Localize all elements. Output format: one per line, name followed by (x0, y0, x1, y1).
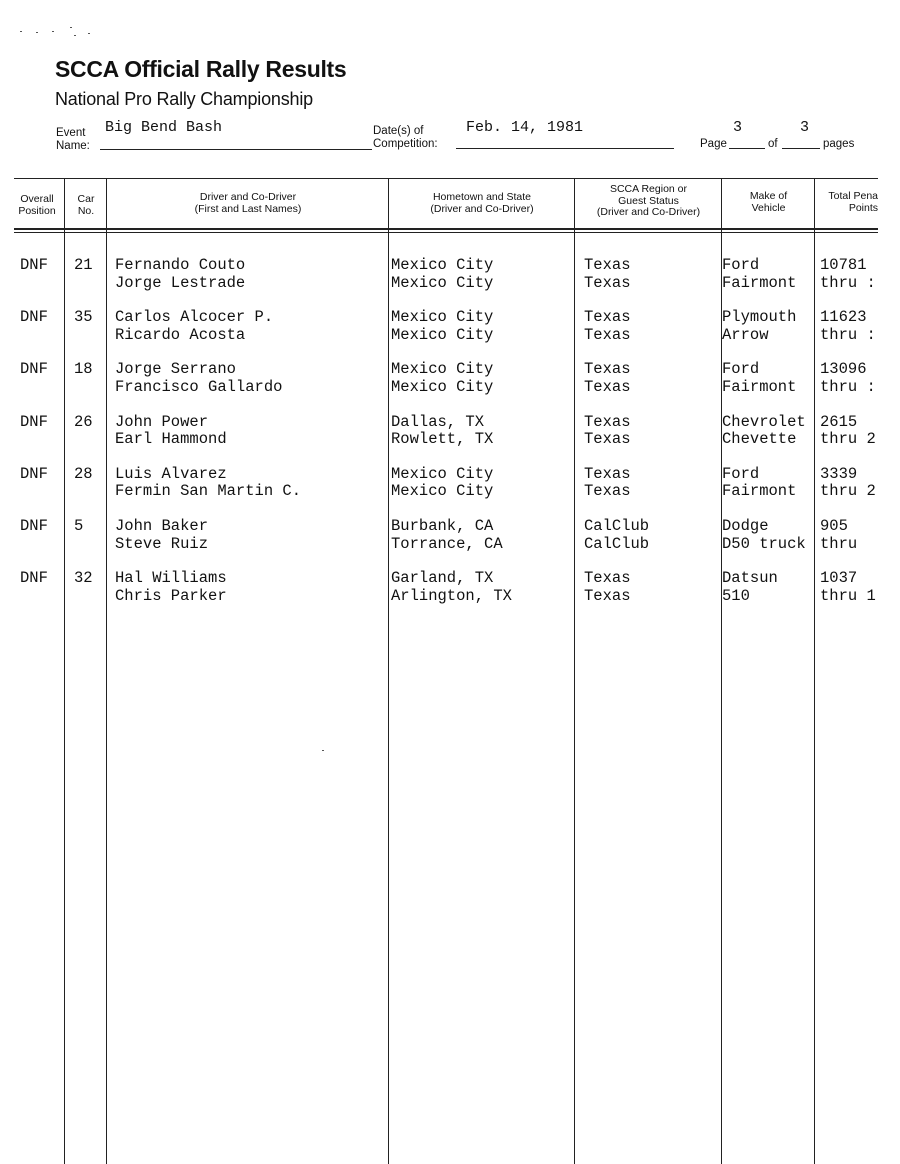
cell-points-line: thru : (820, 377, 876, 396)
cell-car-number (74, 257, 93, 275)
cell-car-number (74, 466, 93, 484)
cell-position (20, 414, 48, 432)
cell-make-line: 510 (722, 586, 750, 605)
cell-points-line: 11623 (820, 309, 867, 327)
page-number-underline (729, 148, 765, 149)
column-divider (814, 178, 815, 1164)
cell-points-line: 2615 (820, 413, 858, 431)
cell-hometown (391, 361, 493, 396)
cell-driver-line: Steve Ruiz (115, 534, 209, 553)
cell-hometown-line: Mexico City (391, 273, 494, 292)
cell-position-line: DNF (20, 412, 48, 431)
cell-region (584, 466, 631, 501)
cell-position-line: DNF (20, 517, 48, 535)
cell-points-line: 10781 (820, 257, 867, 274)
cell-hometown (391, 518, 503, 553)
cell-region-line: Texas (584, 256, 631, 274)
cell-make (722, 570, 778, 605)
header-overall-position: Overall Position (18, 193, 56, 217)
cell-driver-line: Jorge Lestrade (115, 273, 246, 292)
cell-car-number (74, 361, 93, 379)
cell-car-number-line: 32 (74, 569, 93, 588)
cell-points (820, 414, 878, 449)
cell-make-line: Fairmont (722, 377, 797, 396)
table-top-rule (14, 178, 878, 179)
page-total-underline (782, 148, 820, 149)
header-car-no: Car No. (77, 193, 95, 217)
cell-make-line: Chevrolet (722, 412, 806, 431)
cell-hometown-line: Burbank, CA (391, 517, 494, 535)
cell-make-line: Plymouth (722, 308, 797, 327)
cell-driver (115, 257, 245, 292)
cell-position (20, 361, 48, 379)
date-value: Feb. 14, 1981 (466, 119, 584, 136)
of-label: of (768, 138, 778, 150)
cell-region-line: Texas (584, 360, 631, 379)
cell-make-line: Arrow (722, 325, 769, 344)
cell-position-line: DNF (20, 256, 48, 274)
cell-position (20, 257, 48, 275)
cell-points (820, 309, 878, 344)
cell-make-line: Dodge (722, 517, 769, 535)
cell-points-line: 3339 (820, 465, 858, 483)
cell-hometown (391, 309, 493, 344)
cell-position-line: DNF (20, 569, 48, 588)
cell-points (820, 570, 878, 605)
cell-region-line: CalClub (584, 517, 650, 535)
cell-points-line: thru 2 (820, 430, 876, 449)
cell-position (20, 518, 48, 536)
cell-hometown-line: Dallas, TX (391, 412, 485, 431)
cell-driver (115, 466, 301, 501)
cell-region-line: Texas (584, 377, 631, 396)
cell-points (820, 361, 878, 396)
cell-hometown-line: Mexico City (391, 377, 494, 396)
cell-hometown-line: Mexico City (391, 360, 494, 379)
page-total-value: 3 (800, 119, 810, 136)
table-header-rule-lower (14, 232, 878, 233)
form-subtitle: National Pro Rally Championship (55, 89, 313, 109)
dates-label-bottom: Competition: (373, 138, 438, 150)
cell-car-number-line: 26 (74, 412, 93, 431)
cell-region (584, 518, 649, 553)
cell-car-number-line: 5 (74, 517, 84, 535)
cell-region-line: Texas (584, 482, 631, 501)
cell-car-number (74, 309, 93, 327)
cell-car-number-line: 35 (74, 308, 93, 327)
cell-make-line: D50 truck (722, 534, 806, 553)
cell-car-number (74, 414, 93, 432)
column-divider (64, 178, 65, 1164)
cell-points (820, 466, 878, 501)
cell-region-line: Texas (584, 586, 631, 605)
date-underline (456, 148, 674, 149)
cell-make-line: Fairmont (722, 273, 797, 292)
column-divider (388, 178, 389, 1164)
cell-hometown-line: Torrance, CA (391, 534, 503, 553)
cell-points-line: thru 2 (820, 482, 876, 501)
cell-car-number (74, 570, 93, 588)
cell-points-line: 13096 (820, 361, 867, 379)
pages-label: pages (823, 138, 855, 150)
cell-make (722, 414, 806, 449)
cell-region-line: Texas (584, 273, 631, 292)
cell-driver-line: Chris Parker (115, 586, 227, 605)
header-points: Total Pena Points (828, 191, 878, 214)
cell-position (20, 570, 48, 588)
cell-driver-line: Ricardo Acosta (115, 325, 246, 344)
cell-make (722, 518, 806, 553)
cell-make-line: Chevette (722, 430, 797, 449)
cell-make (722, 466, 796, 501)
cell-driver-line: John Baker (115, 517, 209, 535)
page-number-value: 3 (733, 119, 743, 136)
cell-driver-line: Earl Hammond (115, 430, 227, 449)
cell-hometown-line: Mexico City (391, 464, 494, 483)
cell-driver-line: Hal Williams (115, 569, 227, 588)
cell-driver (115, 309, 273, 344)
cell-region (584, 570, 631, 605)
cell-driver-line: Luis Alvarez (115, 464, 227, 483)
event-label-bottom: Name: (56, 140, 90, 152)
cell-driver (115, 414, 227, 449)
cell-driver-line: Jorge Serrano (115, 360, 236, 379)
header-region: SCCA Region or Guest Status (Driver and Co-Driver) (596, 183, 701, 218)
form-title: SCCA Official Rally Results (55, 56, 347, 82)
cell-position-line: DNF (20, 464, 48, 483)
cell-make-line: Ford (722, 464, 760, 483)
cell-make-line: Fairmont (722, 482, 797, 501)
cell-make (722, 309, 796, 344)
column-divider (106, 178, 107, 1164)
cell-hometown-line: Mexico City (391, 482, 494, 501)
cell-hometown (391, 466, 493, 501)
cell-points-line: thru (820, 534, 858, 553)
cell-region-line: Texas (584, 412, 631, 431)
cell-position-line: DNF (20, 308, 48, 327)
cell-region (584, 309, 631, 344)
cell-region-line: CalClub (584, 534, 650, 553)
cell-hometown (391, 570, 512, 605)
cell-points (820, 518, 878, 553)
dates-label-top: Date(s) of (373, 125, 424, 137)
cell-car-number-line: 21 (74, 256, 93, 274)
cell-points-line: thru : (820, 273, 876, 292)
header-hometown: Hometown and State (Driver and Co-Driver) (430, 191, 534, 215)
cell-points-line: 905 (820, 518, 848, 535)
cell-position (20, 309, 48, 327)
header-driver: Driver and Co-Driver (First and Last Names) (194, 191, 302, 215)
cell-position (20, 466, 48, 484)
cell-region (584, 361, 631, 396)
table-header-rule (14, 228, 878, 230)
cell-hometown-line: Rowlett, TX (391, 430, 494, 449)
page-label: Page (700, 138, 727, 150)
cell-hometown-line: Mexico City (391, 256, 494, 274)
cell-region-line: Texas (584, 430, 631, 449)
cell-hometown-line: Arlington, TX (391, 586, 512, 605)
cell-car-number-line: 28 (74, 464, 93, 483)
cell-hometown (391, 414, 493, 449)
cell-make-line: Ford (722, 360, 760, 379)
cell-driver-line: Fernando Couto (115, 256, 246, 274)
event-label-top: Event (56, 127, 86, 139)
cell-make (722, 257, 796, 292)
cell-region-line: Texas (584, 308, 631, 327)
cell-points-line: thru : (820, 325, 876, 344)
event-name-underline (100, 149, 372, 150)
header-make: Make of Vehicle (749, 190, 788, 214)
cell-points-line: 1037 (820, 570, 858, 588)
cell-driver (115, 518, 208, 553)
cell-driver (115, 361, 282, 396)
cell-region (584, 414, 631, 449)
cell-driver-line: Fermin San Martin C. (115, 482, 302, 501)
cell-points (820, 257, 878, 292)
cell-driver (115, 570, 227, 605)
cell-position-line: DNF (20, 360, 48, 379)
cell-car-number-line: 18 (74, 360, 93, 379)
cell-driver-line: Carlos Alcocer P. (115, 308, 274, 327)
cell-region (584, 257, 631, 292)
cell-hometown-line: Garland, TX (391, 569, 494, 588)
column-divider (574, 178, 575, 1164)
cell-hometown-line: Mexico City (391, 308, 494, 327)
cell-driver-line: Francisco Gallardo (115, 377, 283, 396)
cell-region-line: Texas (584, 464, 631, 483)
cell-make (722, 361, 796, 396)
cell-driver-line: John Power (115, 412, 209, 431)
cell-hometown-line: Mexico City (391, 325, 494, 344)
cell-region-line: Texas (584, 569, 631, 588)
cell-region-line: Texas (584, 325, 631, 344)
cell-points-line: thru 1 (820, 586, 876, 605)
cell-hometown (391, 257, 493, 292)
cell-make-line: Datsun (722, 569, 778, 588)
event-name-value: Big Bend Bash (105, 119, 223, 136)
cell-make-line: Ford (722, 256, 760, 274)
cell-car-number (74, 518, 83, 536)
